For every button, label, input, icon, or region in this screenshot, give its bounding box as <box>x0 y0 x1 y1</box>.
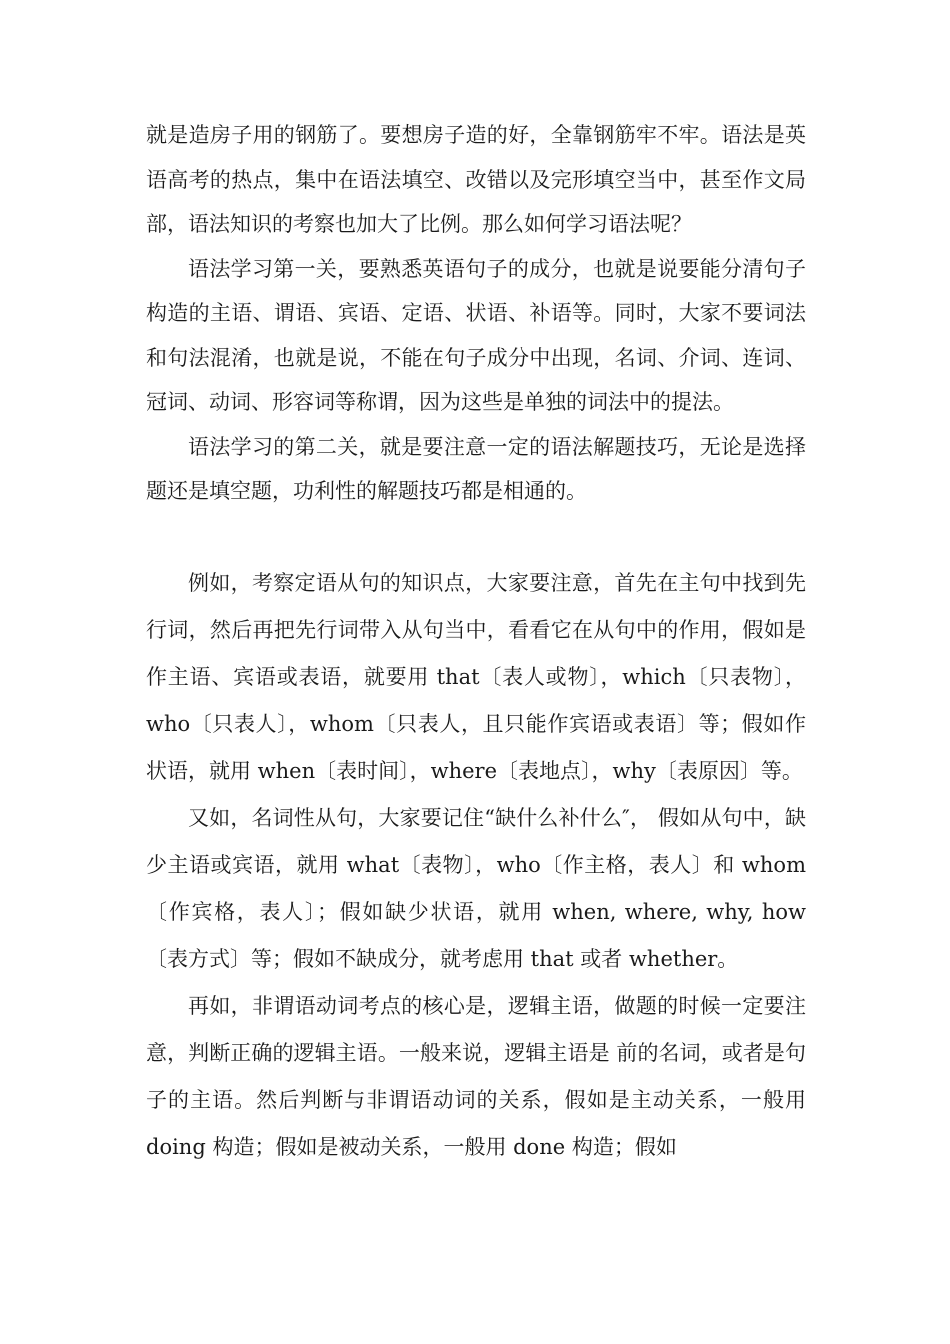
paragraph: 就是造房子用的钢筋了。要想房子造的好，全靠钢筋牢不牢。语法是英语高考的热点，集中在语法填空、改错以及完形填空当中，甚至作文局部，语法知识的考察也加大了比例。那么如何学习语法呢？ <box>146 123 806 236</box>
paragraph: 又如，名词性从句，大家要记住“缺什么补什么″， 假如从句中，缺少主语或宾语，就用 what〔表物〕，who〔作主格，表人〕和 whom〔作宾格，表人〕；假如缺少状语，就用 when, where, why, how〔表方式〕等；假如不缺成分，就考虑用 that 或者 whether。 <box>146 806 806 971</box>
paragraph: 再如，非谓语动词考点的核心是，逻辑主语，做题的时候一定要注意，判断正确的逻辑主语。一般来说，逻辑主语是 前的名词，或者是句子的主语。然后判断与非谓语动词的关系，假如是主动关系，一般用 doing 构造；假如是被动关系，一般用 done 构造；假如 <box>146 994 806 1159</box>
text-block-top <box>146 113 806 514</box>
paragraph: 语法学习的第二关，就是要注意一定的语法解题技巧，无论是选择题还是填空题，功利性的解题技巧都是相通的。 <box>146 434 806 503</box>
paragraph: 语法学习第一关，要熟悉英语句子的成分，也就是说要能分清句子构造的主语、谓语、宾语、定语、状语、补语等。同时，大家不要词法和句法混淆，也就是说，不能在句子成分中出现，名词、介词、连词、冠词、动词、形容词等称谓，因为这些是单独的词法中的提法。 <box>146 256 806 414</box>
paragraph: 例如，考察定语从句的知识点，大家要注意，首先在主句中找到先行词，然后再把先行词带入从句当中，看看它在从句中的作用，假如是作主语、宾语或表语，就要用 that〔表人或物〕，which〔只表物〕，who〔只表人〕，whom〔只表人，且只能作宾语或表语〕等；假如作状语，就用 when〔表时间〕，where〔表地点〕，why〔表原因〕等。 <box>146 571 806 783</box>
text-block-bottom <box>146 560 806 1171</box>
